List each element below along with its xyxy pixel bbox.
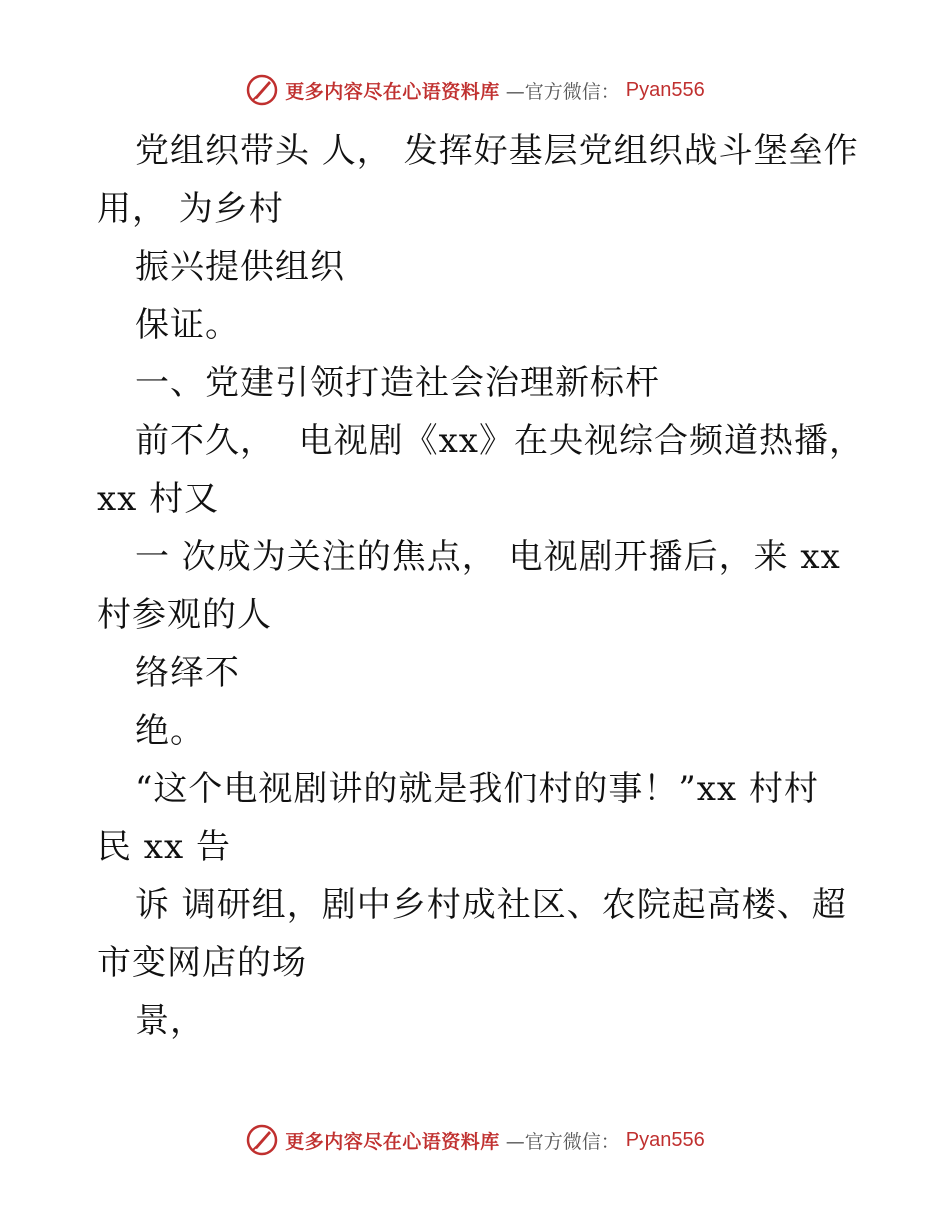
body-line: 用， 为乡村 (97, 189, 284, 229)
footer-wechat-label: —官方微信： (505, 1130, 620, 1153)
feather-seal-icon (245, 1123, 279, 1157)
body-line: “这个电视剧讲的就是我们村的事！”xx 村村 (135, 769, 819, 809)
footer-watermark-inner (245, 1123, 705, 1157)
header-wechat-id: Pyan556 (625, 78, 705, 101)
footer-wechat-id: Pyan556 (625, 1128, 705, 1151)
body-line: 前不久， 电视剧《xx》在央视综合频道热播， (135, 421, 864, 461)
body-line: 村参观的人 (97, 595, 272, 635)
section-heading: 一、党建引领打造社会治理新标杆 (135, 363, 660, 403)
body-line: 市变网店的场 (97, 943, 307, 983)
body-line: xx 村又 (97, 479, 220, 519)
body-line: 络绎不 (135, 653, 240, 693)
body-line: 诉 调研组，剧中乡村成社区、农院起高楼、超 (135, 885, 847, 925)
header-wechat-label: —官方微信： (505, 80, 620, 103)
footer-watermark (0, 1120, 950, 1160)
body-line: 振兴提供组织 (135, 247, 345, 287)
body-line: 民 xx 告 (97, 827, 231, 867)
header-site-name: 更多内容尽在心语资料库 (285, 80, 500, 103)
header-watermark-inner (245, 73, 705, 107)
footer-site-name: 更多内容尽在心语资料库 (285, 1130, 500, 1153)
body-line: 景， (135, 1001, 205, 1041)
body-line: 绝。 (135, 711, 205, 751)
feather-seal-icon (245, 73, 279, 107)
header-watermark (0, 70, 950, 110)
body-line: 保证。 (135, 305, 240, 345)
body-line: 党组织带头 人， 发挥好基层党组织战斗堡垒作 (135, 131, 859, 171)
body-line: 一 次成为关注的焦点， 电视剧开播后，来 xx (135, 537, 841, 577)
